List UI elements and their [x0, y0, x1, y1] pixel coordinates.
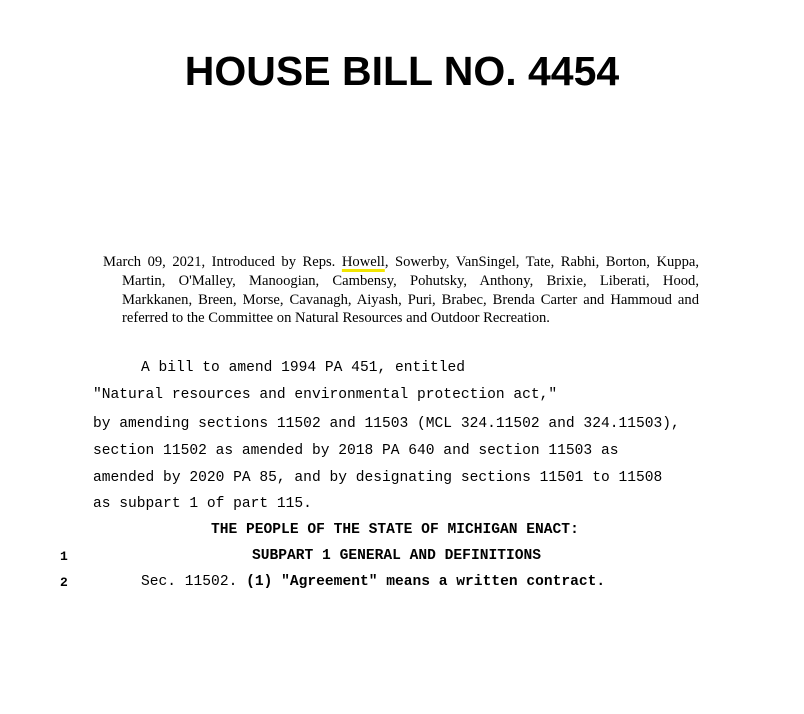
bill-title: HOUSE BILL NO. 4454 [184, 48, 620, 94]
intro-line-2: Martin, O'Malley, Manoogian, Cambensy, Pohutsky, Anthony, Brixie, Liberati, Hood, [122, 272, 699, 289]
intro-line-1-start: March 09, 2021, Introduced by Reps. [103, 254, 336, 270]
bill-text-line-2: "Natural resources and environmental protection act," [93, 387, 558, 403]
bill-text-line-6: as subpart 1 of part 115. [93, 496, 312, 512]
intro-line-1 [103, 253, 699, 272]
section-definition: (1) "Agreement" means a written contract. [246, 574, 606, 590]
section-line [141, 574, 605, 590]
line-number-2: 2 [60, 575, 68, 590]
subpart-heading: SUBPART 1 GENERAL AND DEFINITIONS [252, 548, 542, 564]
bill-text-line-5: amended by 2020 PA 85, and by designating sections 11501 to 11508 [93, 470, 663, 486]
highlighted-sponsor-name: Howell [341, 254, 385, 270]
bill-text-line-4: section 11502 as amended by 2018 PA 640 and section 11503 as [93, 443, 619, 459]
enacting-clause: THE PEOPLE OF THE STATE OF MICHIGAN ENACT: [211, 522, 579, 538]
intro-line-3: Markkanen, Breen, Morse, Cavanagh, Aiyash, Puri, Brabec, Brenda Carter and Hammoud and [122, 291, 699, 308]
intro-line-1-end: , Sowerby, VanSingel, Tate, Rabhi, Borton, Kuppa, [384, 254, 700, 270]
intro-line-4: referred to the Committee on Natural Resources and Outdoor Recreation. [122, 310, 550, 327]
line-number-1: 1 [60, 549, 68, 564]
section-label: Sec. 11502. [141, 574, 238, 590]
bill-text-line-1: A bill to amend 1994 PA 451, entitled [141, 360, 466, 376]
bill-text-line-3: by amending sections 11502 and 11503 (MCL 324.11502 and 324.11503), [93, 416, 680, 432]
introduction-paragraph [103, 253, 703, 328]
